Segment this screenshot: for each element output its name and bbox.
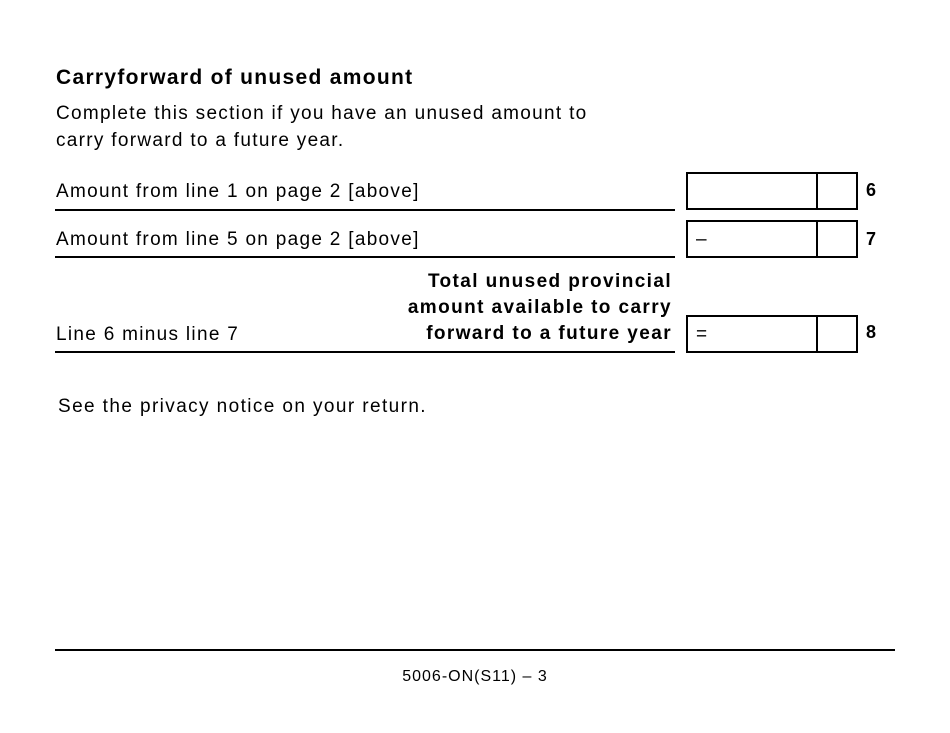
description-line: amount available to carry (407, 297, 672, 318)
line-7-amount-field[interactable] (686, 220, 858, 258)
instruction-line: carry forward to a future year. (56, 130, 345, 151)
line-8-description (330, 269, 672, 347)
line-6-amount-field[interactable] (686, 172, 858, 210)
cents-divider (816, 174, 818, 208)
line-8-number: 8 (866, 322, 877, 342)
footer-rule (55, 649, 895, 651)
line-8-operator: = (696, 324, 708, 345)
line-7-rule (55, 256, 675, 258)
section-title: Carryforward of unused amount (56, 66, 414, 89)
description-line: Total unused provincial (427, 271, 672, 292)
line-8-amount-field[interactable] (686, 315, 858, 353)
line-6-label: Amount from line 1 on page 2 [above] (56, 181, 420, 202)
form-footer: 5006-ON(S11) – 3 (402, 668, 548, 685)
line-8-rule (55, 351, 675, 353)
line-8-label: Line 6 minus line 7 (56, 324, 240, 345)
line-7-number: 7 (866, 229, 877, 249)
line-7-operator: – (696, 229, 707, 250)
description-line: forward to a future year (426, 323, 672, 344)
cents-divider (816, 317, 818, 351)
line-7-label: Amount from line 5 on page 2 [above] (56, 229, 420, 250)
cents-divider (816, 222, 818, 256)
section-instructions (56, 100, 716, 154)
line-6-number: 6 (866, 180, 877, 200)
instruction-line: Complete this section if you have an unused amount to (56, 103, 588, 124)
privacy-notice: See the privacy notice on your return. (58, 396, 427, 417)
line-6-rule (55, 209, 675, 211)
